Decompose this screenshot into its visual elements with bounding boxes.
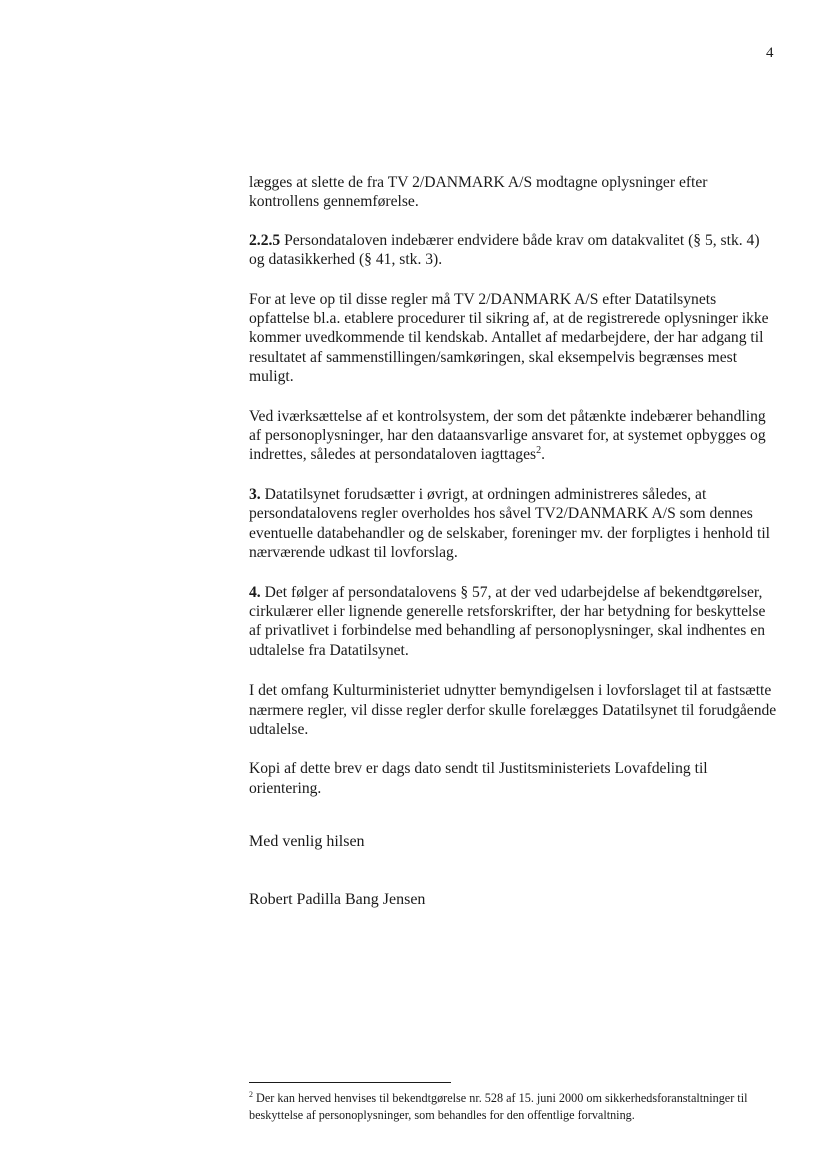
- footnote-marker: 2: [249, 1089, 253, 1099]
- signature-name: Robert Padilla Bang Jensen: [249, 891, 426, 908]
- paragraph-2-2-5: [249, 231, 779, 270]
- paragraph-procedures: For at leve op til disse regler må TV 2/DANMARK A/S efter Datatilsynets opfattelse bl.a. etablere procedurer til sikring af, at de registrerede oplysninger ikke kommer uvedkommende til kendskab. Antallet af medarbejdere, der har adgang til resultatet af sammenstillingen/samkøringen, skal eksempelvis begrænses mest muligt.: [249, 290, 769, 386]
- section-number: 4.: [249, 583, 261, 601]
- paragraph-copy: Kopi af dette brev er dags dato sendt til Justitsministeriets Lovafdeling til orientering.: [249, 760, 708, 797]
- footnote-text: Der kan herved henvises til bekendtgørelse nr. 528 af 15. juni 2000 om sikkerhedsforanstaltninger til beskyttelse af personoplysninger, som behandles for den offentlige forvaltning.: [249, 1091, 748, 1122]
- footnote-reference: 2: [536, 445, 542, 457]
- paragraph-4: [249, 583, 779, 661]
- paragraph-ministry: I det omfang Kulturministeriet udnytter bemyndigelsen i lovforslaget til at fastsætte nærmere regler, vil disse regler derfor skulle forelægges Datatilsynet til forudgående udtalelse.: [249, 682, 777, 738]
- paragraph-end: .: [541, 446, 546, 464]
- paragraph-control-system: [249, 407, 779, 465]
- paragraph-deletion: lægges at slette de fra TV 2/DANMARK A/S modtagne oplysninger efter kontrollens gennemførelse.: [249, 174, 708, 211]
- letter-body: [249, 173, 779, 798]
- paragraph-text: Datatilsynet forudsætter i øvrigt, at ordningen administreres således, at persondatalovens regler overholdes hos såvel TV2/DANMARK A/S som dennes eventuelle databehandler og de selskaber, foreninger mv. der forpligtes i henhold til nærværende udkast til lovforslag.: [249, 485, 771, 562]
- paragraph-text: Ved iværksættelse af et kontrolsystem, der som det påtænkte indebærer behandling af personoplysninger, har den dataansvarlige ansvaret for, at systemet opbygges og indrettes, således at persondataloven iagttages: [249, 407, 766, 464]
- paragraph-text: Persondataloven indebærer endvidere både krav om datakvalitet (§ 5, stk. 4) og datasikkerhed (§ 41, stk. 3).: [249, 231, 760, 269]
- page-number: 4: [766, 45, 774, 61]
- paragraph-3: [249, 485, 779, 563]
- section-number: 3.: [249, 485, 261, 503]
- section-number: 2.2.5: [249, 231, 281, 249]
- closing-salutation: Med venlig hilsen: [249, 833, 365, 850]
- paragraph-text: Det følger af persondatalovens § 57, at der ved udarbejdelse af bekendtgørelser, cirkulærer eller lignende generelle retsforskrifter, der har betydning for beskyttelse af privatlivet i forbindelse med behandling af personoplysninger, skal indhentes en udtalelse fra Datatilsynet.: [249, 583, 766, 659]
- footnote-separator: [249, 1082, 451, 1083]
- footnote: [249, 1090, 779, 1124]
